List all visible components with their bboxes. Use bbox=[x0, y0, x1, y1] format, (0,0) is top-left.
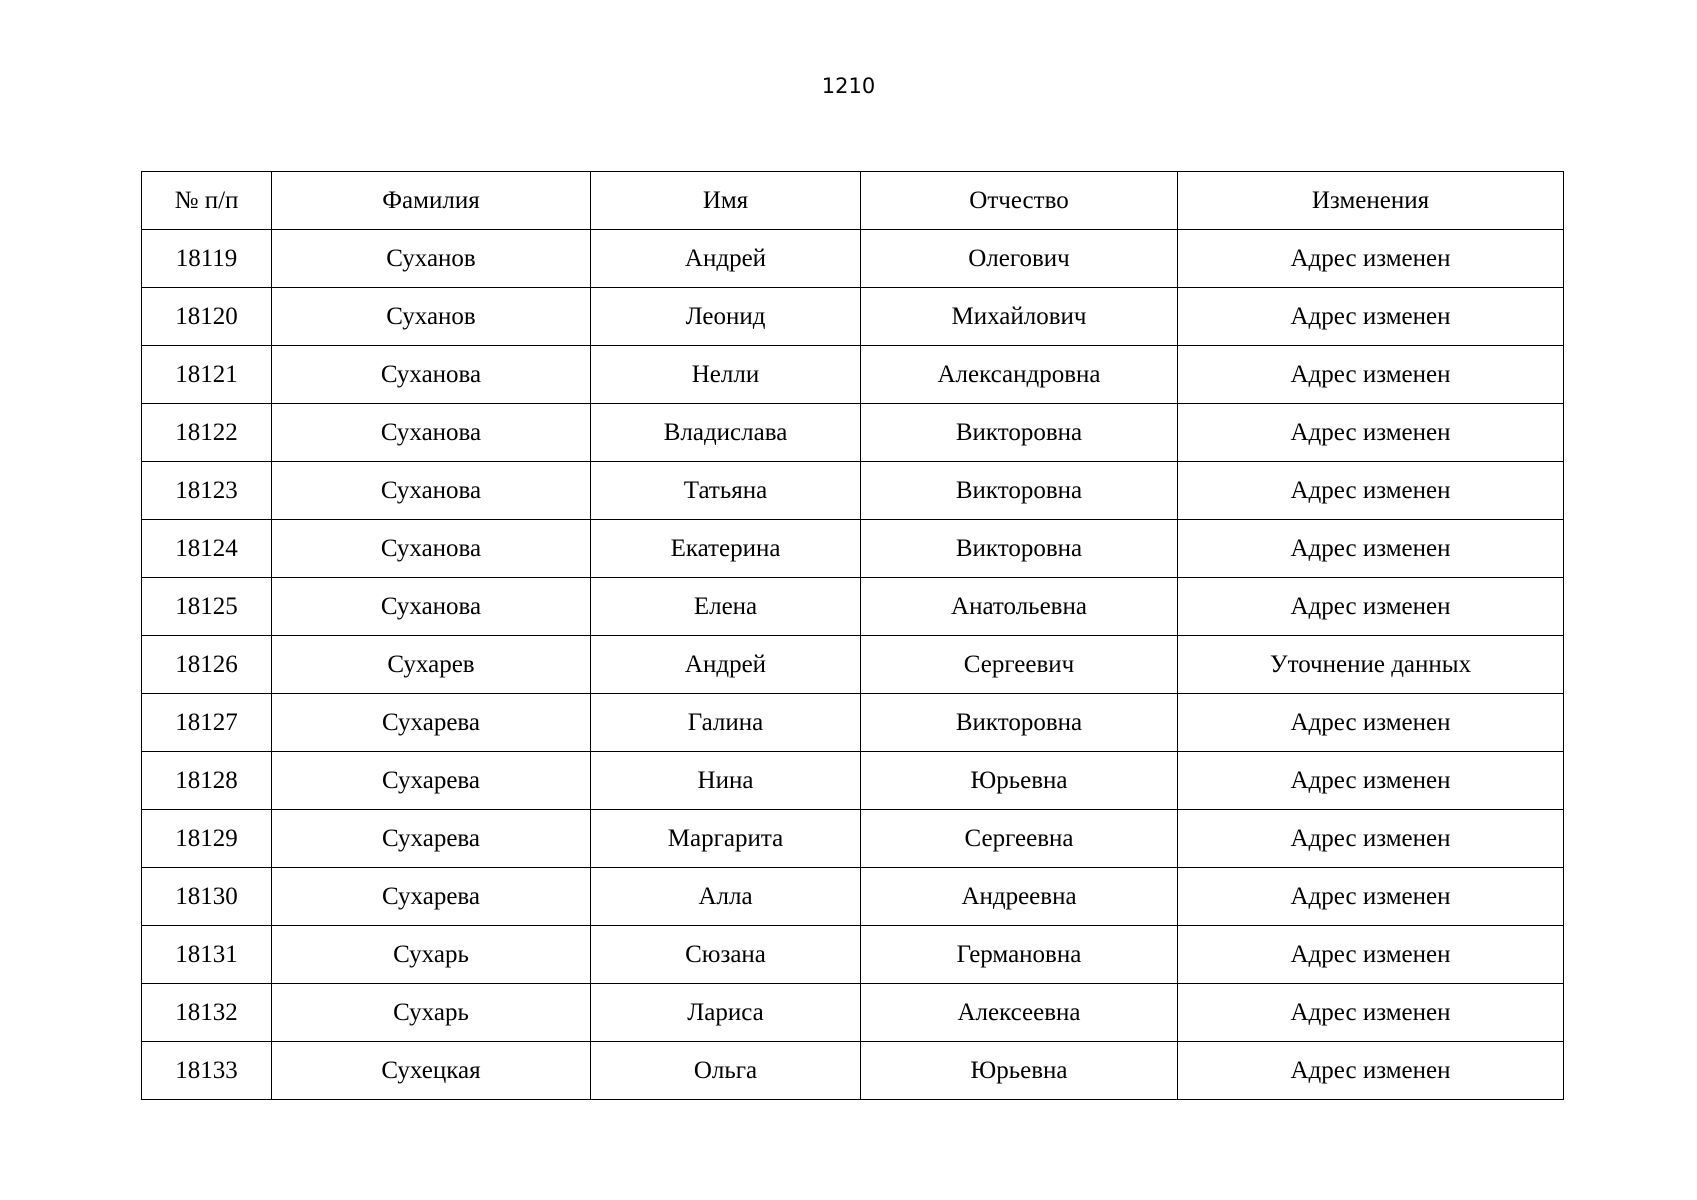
cell-surname: Суханова bbox=[272, 520, 591, 578]
cell-surname: Суханова bbox=[272, 404, 591, 462]
cell-patronymic: Михайлович bbox=[861, 288, 1178, 346]
cell-first-name: Сюзана bbox=[591, 926, 861, 984]
cell-changes: Адрес изменен bbox=[1178, 578, 1564, 636]
table-row bbox=[142, 578, 1564, 636]
cell-surname: Сухарь bbox=[272, 984, 591, 1042]
header-number: № п/п bbox=[142, 172, 272, 230]
table-row bbox=[142, 926, 1564, 984]
header-patronymic: Отчество bbox=[861, 172, 1178, 230]
header-surname: Фамилия bbox=[272, 172, 591, 230]
table-row bbox=[142, 346, 1564, 404]
cell-first-name: Леонид bbox=[591, 288, 861, 346]
cell-number: 18119 bbox=[142, 230, 272, 288]
cell-patronymic: Германовна bbox=[861, 926, 1178, 984]
cell-changes: Адрес изменен bbox=[1178, 694, 1564, 752]
table-row bbox=[142, 984, 1564, 1042]
cell-changes: Адрес изменен bbox=[1178, 868, 1564, 926]
header-first-name: Имя bbox=[591, 172, 861, 230]
cell-first-name: Андрей bbox=[591, 636, 861, 694]
cell-surname: Сухарева bbox=[272, 868, 591, 926]
cell-changes: Уточнение данных bbox=[1178, 636, 1564, 694]
table-row bbox=[142, 288, 1564, 346]
cell-number: 18126 bbox=[142, 636, 272, 694]
table-row bbox=[142, 810, 1564, 868]
table-row bbox=[142, 636, 1564, 694]
cell-surname: Суханов bbox=[272, 230, 591, 288]
cell-surname: Сухарь bbox=[272, 926, 591, 984]
cell-number: 18125 bbox=[142, 578, 272, 636]
cell-patronymic: Александровна bbox=[861, 346, 1178, 404]
cell-first-name: Ольга bbox=[591, 1042, 861, 1100]
cell-number: 18129 bbox=[142, 810, 272, 868]
cell-patronymic: Алексеевна bbox=[861, 984, 1178, 1042]
cell-first-name: Галина bbox=[591, 694, 861, 752]
cell-first-name: Нелли bbox=[591, 346, 861, 404]
cell-changes: Адрес изменен bbox=[1178, 230, 1564, 288]
table-row bbox=[142, 462, 1564, 520]
cell-first-name: Екатерина bbox=[591, 520, 861, 578]
cell-first-name: Нина bbox=[591, 752, 861, 810]
cell-changes: Адрес изменен bbox=[1178, 752, 1564, 810]
cell-number: 18128 bbox=[142, 752, 272, 810]
cell-number: 18123 bbox=[142, 462, 272, 520]
cell-surname: Суханова bbox=[272, 346, 591, 404]
cell-surname: Суханов bbox=[272, 288, 591, 346]
cell-first-name: Лариса bbox=[591, 984, 861, 1042]
cell-patronymic: Сергеевна bbox=[861, 810, 1178, 868]
cell-surname: Сухарева bbox=[272, 752, 591, 810]
cell-first-name: Владислава bbox=[591, 404, 861, 462]
cell-number: 18133 bbox=[142, 1042, 272, 1100]
cell-number: 18132 bbox=[142, 984, 272, 1042]
cell-changes: Адрес изменен bbox=[1178, 1042, 1564, 1100]
cell-first-name: Алла bbox=[591, 868, 861, 926]
page-number: 1210 bbox=[821, 74, 876, 98]
cell-changes: Адрес изменен bbox=[1178, 810, 1564, 868]
table-row bbox=[142, 1042, 1564, 1100]
cell-surname: Суханова bbox=[272, 462, 591, 520]
cell-surname: Сухарев bbox=[272, 636, 591, 694]
table-row bbox=[142, 752, 1564, 810]
cell-number: 18120 bbox=[142, 288, 272, 346]
table-row bbox=[142, 694, 1564, 752]
cell-changes: Адрес изменен bbox=[1178, 288, 1564, 346]
table-row bbox=[142, 520, 1564, 578]
cell-first-name: Елена bbox=[591, 578, 861, 636]
cell-changes: Адрес изменен bbox=[1178, 520, 1564, 578]
table-row bbox=[142, 868, 1564, 926]
cell-patronymic: Викторовна bbox=[861, 520, 1178, 578]
table-header-row bbox=[142, 172, 1564, 230]
cell-number: 18124 bbox=[142, 520, 272, 578]
cell-patronymic: Викторовна bbox=[861, 694, 1178, 752]
cell-number: 18121 bbox=[142, 346, 272, 404]
cell-surname: Сухарева bbox=[272, 810, 591, 868]
cell-patronymic: Викторовна bbox=[861, 404, 1178, 462]
cell-patronymic: Юрьевна bbox=[861, 752, 1178, 810]
cell-surname: Сухецкая bbox=[272, 1042, 591, 1100]
cell-number: 18122 bbox=[142, 404, 272, 462]
cell-changes: Адрес изменен bbox=[1178, 404, 1564, 462]
table-row bbox=[142, 404, 1564, 462]
cell-surname: Сухарева bbox=[272, 694, 591, 752]
cell-patronymic: Викторовна bbox=[861, 462, 1178, 520]
cell-first-name: Маргарита bbox=[591, 810, 861, 868]
cell-number: 18130 bbox=[142, 868, 272, 926]
cell-first-name: Андрей bbox=[591, 230, 861, 288]
cell-changes: Адрес изменен bbox=[1178, 346, 1564, 404]
cell-number: 18127 bbox=[142, 694, 272, 752]
cell-changes: Адрес изменен bbox=[1178, 926, 1564, 984]
cell-patronymic: Анатольевна bbox=[861, 578, 1178, 636]
cell-patronymic: Олегович bbox=[861, 230, 1178, 288]
cell-first-name: Татьяна bbox=[591, 462, 861, 520]
header-changes: Изменения bbox=[1178, 172, 1564, 230]
cell-changes: Адрес изменен bbox=[1178, 984, 1564, 1042]
data-table bbox=[141, 171, 1564, 1100]
cell-patronymic: Сергеевич bbox=[861, 636, 1178, 694]
cell-patronymic: Юрьевна bbox=[861, 1042, 1178, 1100]
table-row bbox=[142, 230, 1564, 288]
cell-changes: Адрес изменен bbox=[1178, 462, 1564, 520]
cell-surname: Суханова bbox=[272, 578, 591, 636]
cell-number: 18131 bbox=[142, 926, 272, 984]
cell-patronymic: Андреевна bbox=[861, 868, 1178, 926]
